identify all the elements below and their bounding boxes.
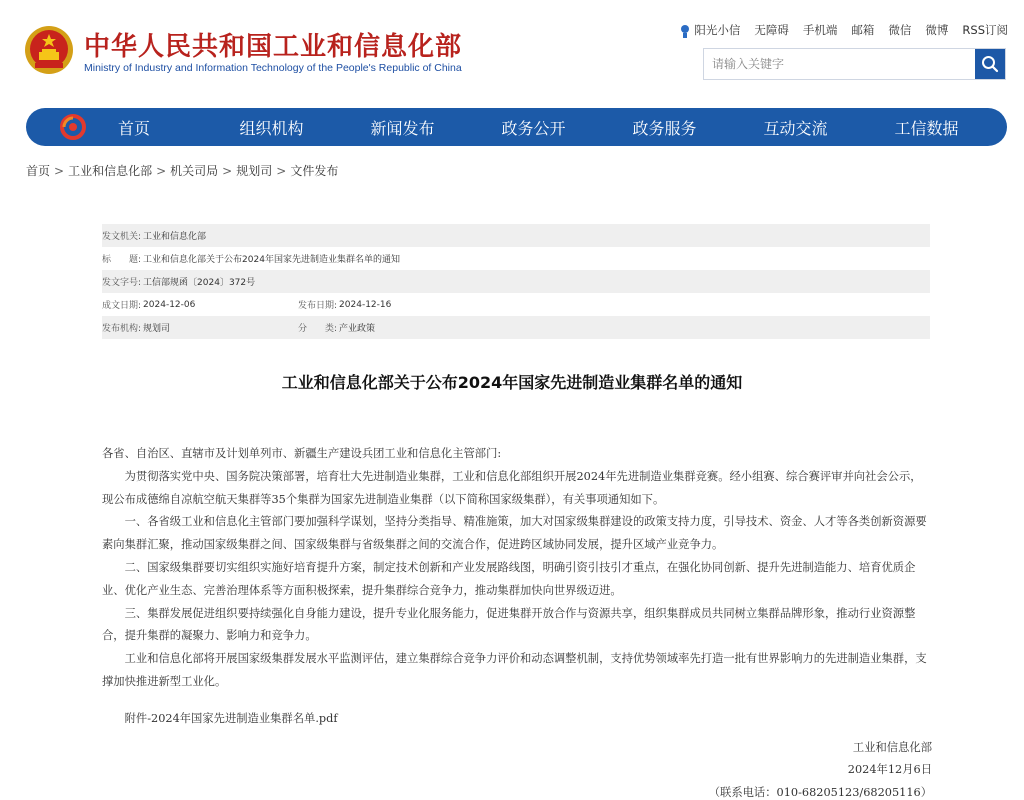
- meta-title-label: 标 题:: [102, 255, 142, 265]
- attachment-link[interactable]: 附件-2024年国家先进制造业集群名单.pdf: [124, 711, 338, 725]
- breadcrumb-separator: >: [276, 164, 287, 178]
- nav-gov-service[interactable]: 政务服务: [632, 118, 697, 138]
- issue-date: 2024年12月6日: [847, 763, 932, 777]
- link-wechat[interactable]: 微信: [888, 23, 912, 37]
- meta-issuer-value: 工业和信息化部: [143, 232, 207, 242]
- breadcrumb-separator: >: [222, 164, 233, 178]
- meta-category-label: 分 类:: [298, 324, 338, 334]
- article-paragraph: 工业和信息化部将开展国家级集群发展水平监测评估，建立集群综合竞争力评价和动态调整机制，支持优势领域率先打造一批有世界影响力的先进制造业集群，支撑加快推进新型工业化。: [102, 652, 927, 688]
- article-salutation: 各省、自治区、直辖市及计划单列市、新疆生产建设兵团工业和信息化主管部门:: [102, 447, 502, 460]
- article-paragraph: 一、各省级工业和信息化主管部门要加强科学谋划，坚持分类指导、精准施策，加大对国家级集群建设的政策支持力度，引导技术、资金、人才等各类创新资源要素向集群汇聚，推动国家级集群之间、国家级集群与省级集群之间的交流合作，促进跨区域协同发展，提升区域产业竞争力。: [102, 515, 927, 552]
- meta-issuer-label: 发文机关:: [102, 232, 142, 242]
- link-accessibility[interactable]: 无障碍: [754, 23, 789, 37]
- site-title: 中华人民共和国工业和信息化部: [84, 32, 463, 62]
- site-subtitle: Ministry of Industry and Information Technology of the People's Republic of China: [84, 62, 462, 74]
- article-title: 工业和信息化部关于公布2024年国家先进制造业集群名单的通知: [281, 373, 743, 392]
- meta-created-value: 2024-12-06: [143, 299, 196, 310]
- nav-data[interactable]: 工信数据: [894, 118, 959, 138]
- miit-logo-icon: [58, 112, 88, 142]
- meta-org-label: 发布机构:: [102, 324, 142, 334]
- link-sunshine-label: 阳光小信: [694, 23, 741, 37]
- breadcrumb-documents[interactable]: 文件发布: [290, 164, 339, 178]
- sunshine-mascot-icon: [679, 24, 691, 38]
- site-header: [0, 0, 1024, 100]
- article-paragraph: 三、集群发展促进组织要持续强化自身能力建设，提升专业化服务能力，促进集群开放合作与资源共享，组织集群成员共同树立集群品牌形象，推动行业资源整合，提升集群的凝聚力、影响力和竞争力。: [102, 606, 916, 643]
- link-weibo[interactable]: 微博: [925, 23, 949, 37]
- article-body: [102, 443, 932, 800]
- meta-published-value: 2024-12-16: [339, 299, 392, 310]
- nav-gov-open[interactable]: 政务公开: [501, 118, 566, 138]
- meta-org-cell: [102, 321, 298, 334]
- top-links: [679, 22, 1008, 38]
- breadcrumb-departments[interactable]: 机关司局: [170, 164, 219, 178]
- main-nav: [26, 108, 1007, 146]
- breadcrumb-ministry[interactable]: 工业和信息化部: [68, 164, 153, 178]
- meta-row-docno: [102, 270, 930, 293]
- link-mobile[interactable]: 手机端: [802, 23, 838, 37]
- article-paragraph: 为贯彻落实党中央、国务院决策部署，培育壮大先进制造业集群，工业和信息化部组织开展2024年先进制造业集群竞赛。经小组赛、综合赛评审并向社会公示，现公布成德绵自凉航空航天集群等35个集群为国家先进制造业集群（以下简称国家级集群），有关事项通知如下。: [102, 469, 922, 506]
- nav-news[interactable]: 新闻发布: [370, 118, 435, 138]
- meta-row-issuer: [102, 224, 930, 247]
- signature: 工业和信息化部: [852, 740, 932, 754]
- meta-title-value: 工业和信息化部关于公布2024年国家先进制造业集群名单的通知: [143, 255, 400, 265]
- breadcrumb-planning[interactable]: 规划司: [236, 164, 273, 178]
- meta-row-title: [102, 247, 930, 270]
- link-rss[interactable]: RSS订阅: [962, 23, 1008, 37]
- breadcrumb-separator: >: [156, 164, 167, 178]
- nav-organization[interactable]: 组织机构: [239, 118, 304, 138]
- meta-created-label: 成文日期:: [102, 301, 142, 311]
- meta-docno-label: 发文字号:: [102, 278, 142, 288]
- meta-docno-value: 工信部规函〔2024〕372号: [143, 278, 256, 288]
- breadcrumb-separator: >: [54, 164, 65, 178]
- contact-phone: （联系电话：010-68205123/68205116）: [708, 786, 932, 800]
- meta-row-org: [102, 316, 930, 339]
- nav-interaction[interactable]: 互动交流: [763, 118, 828, 138]
- nav-home[interactable]: 首页: [118, 118, 151, 138]
- meta-category-value: 产业政策: [339, 324, 376, 334]
- search-box: [703, 48, 1006, 80]
- meta-category-cell: [298, 321, 375, 334]
- search-icon: [981, 55, 999, 73]
- breadcrumb: [26, 162, 338, 179]
- article-paragraph: 二、国家级集群要切实组织实施好培育提升方案，制定技术创新和产业发展路线图，明确引资引技引才重点，在强化协同创新、提升先进制造能力、培育优质企业、优化产业生态、完善治理体系等方面积极探索，提升集群综合竞争力，推动集群加快向世界级迈进。: [102, 560, 916, 597]
- search-button[interactable]: [975, 49, 1005, 79]
- breadcrumb-home[interactable]: 首页: [26, 164, 51, 178]
- meta-org-value: 规划司: [143, 324, 171, 334]
- meta-created-cell: [102, 298, 298, 311]
- meta-published-label: 发布日期:: [298, 301, 338, 311]
- link-mail[interactable]: 邮箱: [851, 23, 875, 37]
- meta-published-cell: [298, 298, 391, 311]
- search-input[interactable]: [704, 49, 975, 79]
- national-emblem-icon: [24, 25, 74, 75]
- meta-row-dates: [102, 293, 930, 316]
- document-meta: [102, 224, 930, 339]
- link-sunshine[interactable]: [679, 22, 740, 38]
